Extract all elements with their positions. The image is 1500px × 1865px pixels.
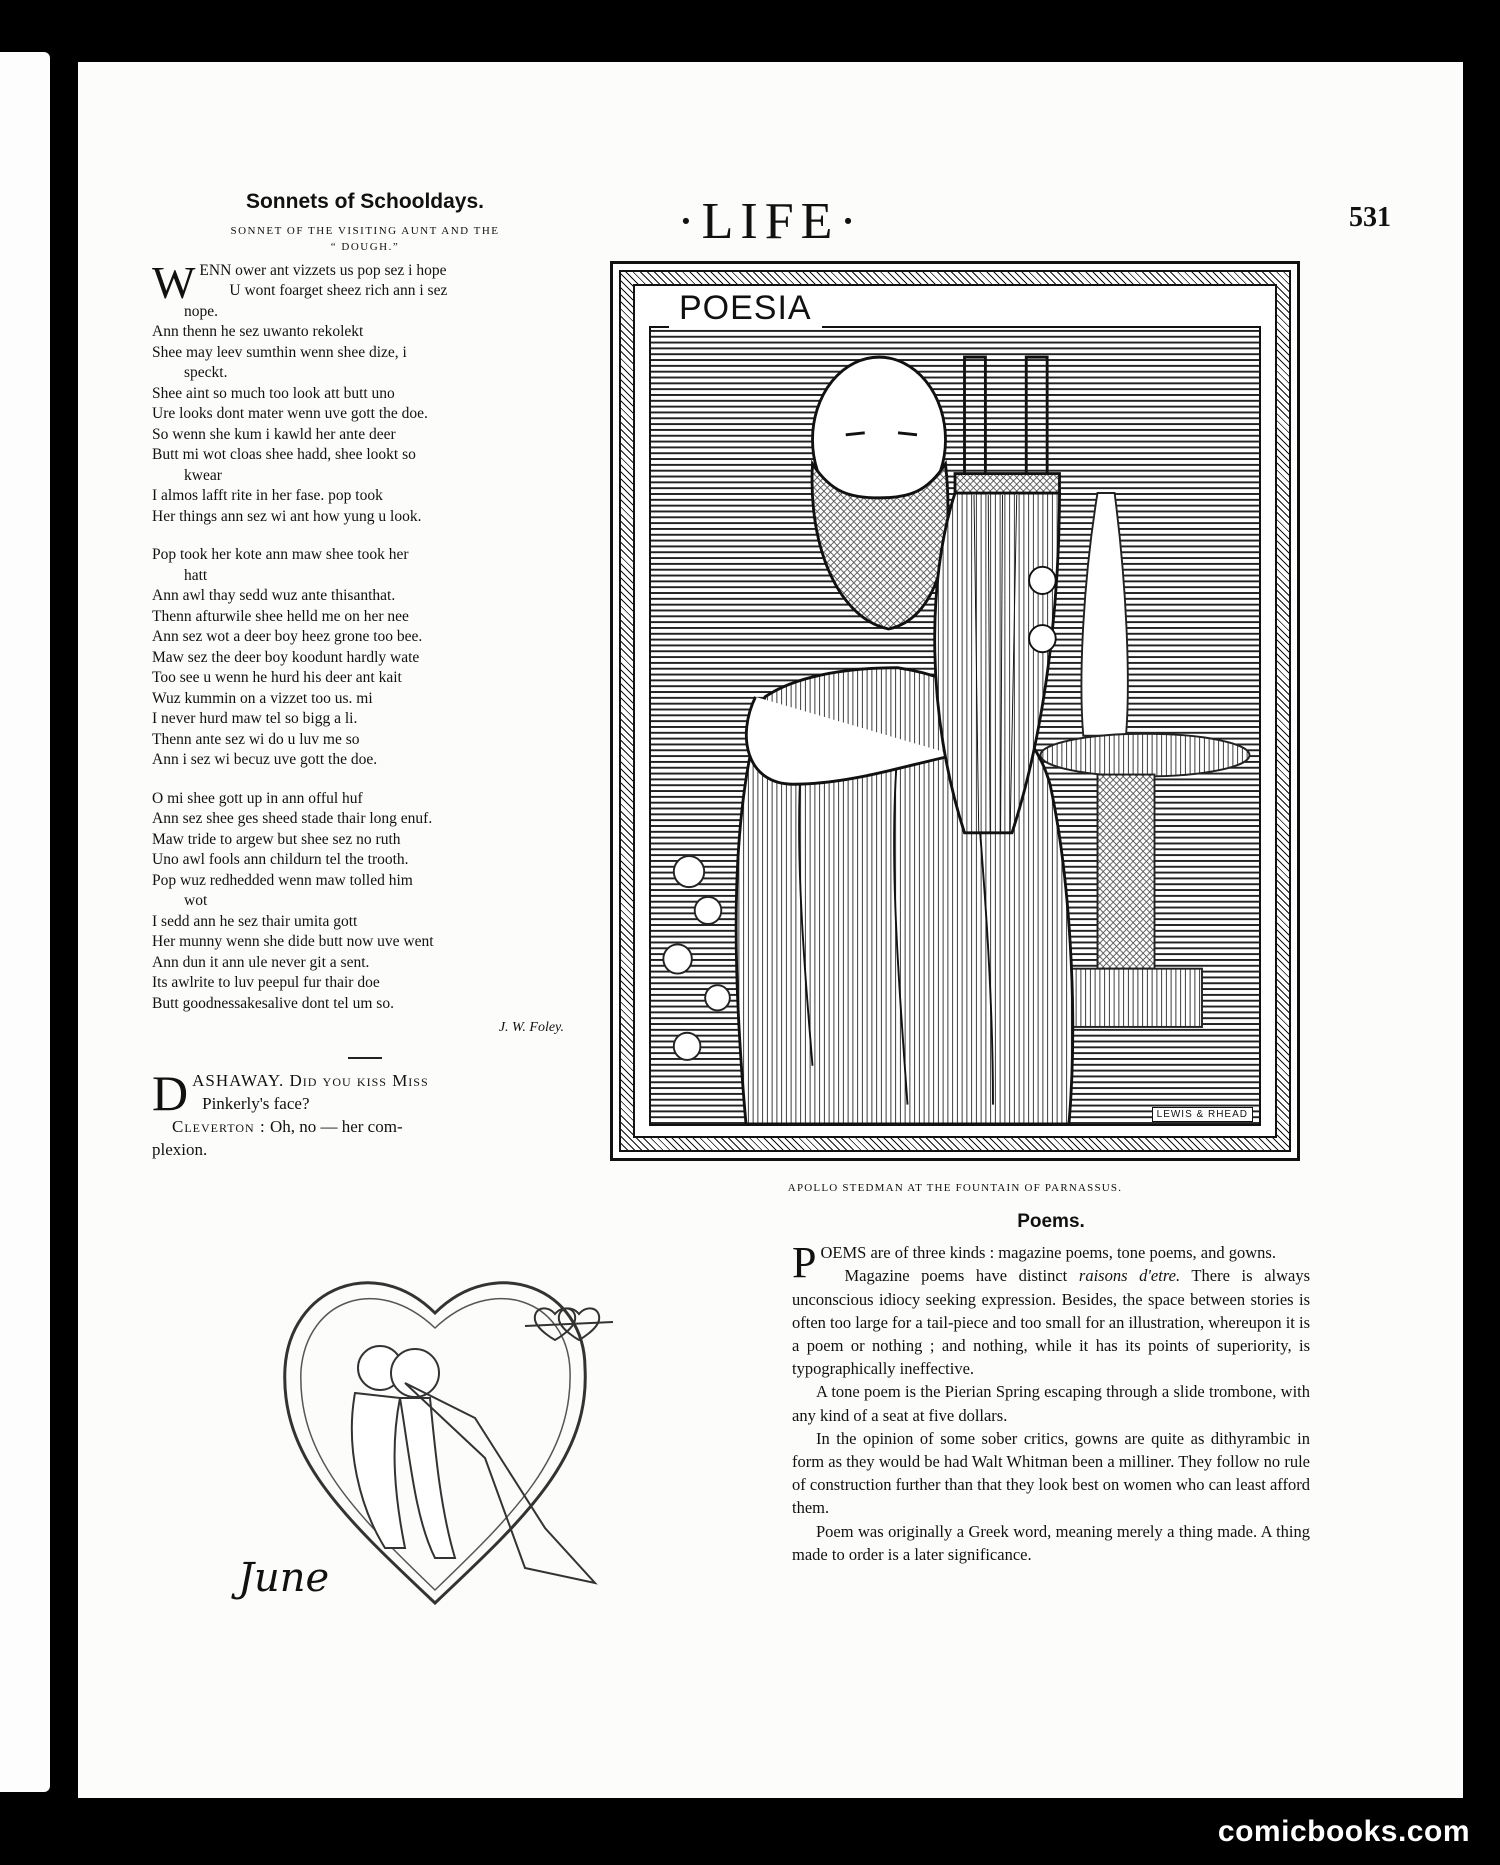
- joke-line: [192, 1069, 578, 1092]
- sonnet-stanza-2: [152, 545, 578, 771]
- poems-paragraph-2: [792, 1264, 1310, 1380]
- adjacent-page-edge: [0, 52, 50, 1792]
- illustration-caption: APOLLO STEDMAN AT THE FOUNTAIN OF PARNASSUS.: [787, 1182, 1123, 1194]
- sonnet-line: Ann sez wot a deer boy heez grone too bee.: [152, 628, 423, 645]
- poesia-title: POESIA: [669, 289, 822, 328]
- sonnet-line: Too see u wenn he hurd his deer ant kait: [152, 669, 402, 686]
- sonnet-stanza-1: [152, 256, 578, 528]
- poems-article: [792, 1210, 1310, 1566]
- sonnet-line: hatt: [184, 566, 208, 584]
- sonnet-line: Butt mi wot cloas shee hadd, shee lookt so: [152, 446, 416, 463]
- site-watermark: comicbooks.com: [1217, 1815, 1470, 1848]
- poems-p2-b: There is always unconscious idiocy seeking expression. Besides, the space between stories is often too large for a tail-piece and too small for an illustration, whereupon it is a poem or nothing ; and nothing, while it has its points of superiority, is typographically ineffective.: [792, 1266, 1311, 1379]
- joke-speaker: Cleverton :: [172, 1116, 266, 1136]
- joke-line-4: plexion.: [152, 1139, 208, 1159]
- joke-line-1: ASHAWAY. Did you kiss Miss: [192, 1070, 429, 1090]
- sonnet-line: nope.: [184, 302, 219, 320]
- poems-paragraph-1-text: OEMS are of three kinds : magazine poems, tone poems, and gowns.: [820, 1243, 1276, 1263]
- sonnet-line: Her munny wenn she dide butt now uve went: [152, 933, 434, 950]
- sonnet-line: Butt goodnessakesalive dont tel um so.: [152, 994, 394, 1012]
- june-artist-signature: June: [238, 1555, 330, 1601]
- sonnet-subtitle: [152, 223, 578, 255]
- masthead: ·LIFE·: [677, 193, 864, 250]
- sonnet-line: I sedd ann he sez thair umita gott: [152, 912, 358, 930]
- sonnet-line: ENN ower ant vizzets us pop sez i hope: [199, 261, 447, 279]
- sonnet-title: Sonnets of Schooldays.: [245, 190, 485, 213]
- poesia-inner-panel: [633, 284, 1277, 1138]
- sonnet-line: I almos lafft rite in her fase. pop took: [152, 487, 383, 504]
- sonnet-line: Its awlrite to luv peepul fur thair doe: [152, 974, 380, 991]
- hatched-border: [619, 270, 1291, 1152]
- sonnet-line: Wuz kummin on a vizzet too us. mi: [152, 689, 373, 707]
- sonnet-line: wot: [184, 892, 208, 909]
- sonnet-line: Maw sez the deer boy koodunt hardly wate: [152, 648, 420, 666]
- poems-paragraph-3: A tone poem is the Pierian Spring escaping through a slide trombone, with any kind of a seat at five dollars.: [792, 1382, 1310, 1425]
- artist-signature: LEWIS & RHEAD: [1152, 1107, 1253, 1122]
- sonnet-line: Maw tride to argew but shee sez no ruth: [152, 830, 401, 848]
- joke-dropcap: D: [152, 1064, 189, 1121]
- joke-reply: Oh, no — her com-: [265, 1116, 403, 1136]
- apollo-engraving: [649, 326, 1261, 1126]
- sonnet-stanza-1-lines: [152, 302, 578, 528]
- sonnet-line: I never hurd maw tel so bigg a li.: [152, 710, 358, 727]
- joke-line-2: Pinkerly's face?: [202, 1093, 310, 1113]
- sonnet-subtitle-line-2: “ DOUGH.”: [330, 240, 400, 253]
- sonnet-line: Ann sez shee ges sheed stade thair long enuf.: [152, 810, 433, 827]
- poems-p2-italic: raisons d'etre.: [1078, 1266, 1181, 1286]
- sonnet-line: U wont foarget sheez rich ann i sez: [229, 282, 448, 299]
- sonnet-line: Pop wuz redhedded wenn maw tolled him: [152, 871, 413, 889]
- sonnet-line: kwear: [184, 466, 222, 484]
- dashaway-joke: [152, 1064, 578, 1161]
- sonnet-line: Thenn afturwile shee helld me on her nee: [152, 607, 409, 625]
- sonnet-line: Ann i sez wi becuz uve gott the doe.: [152, 751, 378, 768]
- sonnet-line: Thenn ante sez wi do u luv me so: [152, 730, 360, 748]
- poems-paragraph-4: In the opinion of some sober critics, gowns are quite as dithyrambic in form as they would be had Walt Whitman been a milliner. They follow no rule of construction further than that they look best on women who can least afford them.: [792, 1428, 1310, 1518]
- poems-p2-a: Magazine poems have distinct: [844, 1266, 1079, 1286]
- sonnet-line: Ann awl thay sedd wuz ante thisanthat.: [152, 587, 396, 604]
- page-number: 531: [1349, 202, 1391, 233]
- sonnet-line: Ure looks dont mater wenn uve gott the doe.: [152, 405, 428, 422]
- sonnet-line: Shee aint so much too look att butt uno: [152, 384, 395, 402]
- poems-paragraph-5: Poem was originally a Greek word, meaning merely a thing made. A thing made to order is a later significance.: [792, 1521, 1310, 1564]
- sonnet-stanza-3: [152, 789, 578, 1015]
- sonnet-line: speckt.: [184, 364, 228, 381]
- joke-line-3: [152, 1115, 578, 1138]
- poesia-illustration-frame: [610, 261, 1300, 1161]
- section-divider: [348, 1057, 382, 1059]
- sonnet-line: Shee may leev sumthin wenn shee dize, i: [152, 343, 407, 361]
- sonnet-line: Ann dun it ann ule never git a sent.: [152, 953, 370, 971]
- sonnet-line: Her things ann sez wi ant how yung u look.: [152, 507, 422, 525]
- sonnet-subtitle-line-1: SONNET OF THE VISITING AUNT AND THE: [230, 224, 500, 237]
- sonnet-column: [152, 192, 578, 1161]
- sonnet-line: Uno awl fools ann childurn tel the trooth.: [152, 851, 409, 868]
- sonnet-line: O mi shee gott up in ann offul huf: [152, 789, 363, 807]
- apollo-engraving-art: [651, 328, 1259, 1124]
- sonnet-line: So wenn she kum i kawld her ante deer: [152, 425, 396, 443]
- poems-title: Poems.: [1017, 1211, 1085, 1232]
- sonnet-line: Ann thenn he sez uwanto rekolekt: [152, 323, 364, 340]
- sonnet-author-signature: J. W. Foley.: [498, 1020, 564, 1035]
- sonnet-line: Pop took her kote ann maw shee took her: [152, 546, 409, 563]
- sonnet-dropcap: W: [152, 256, 196, 308]
- poems-dropcap: P: [792, 1238, 817, 1288]
